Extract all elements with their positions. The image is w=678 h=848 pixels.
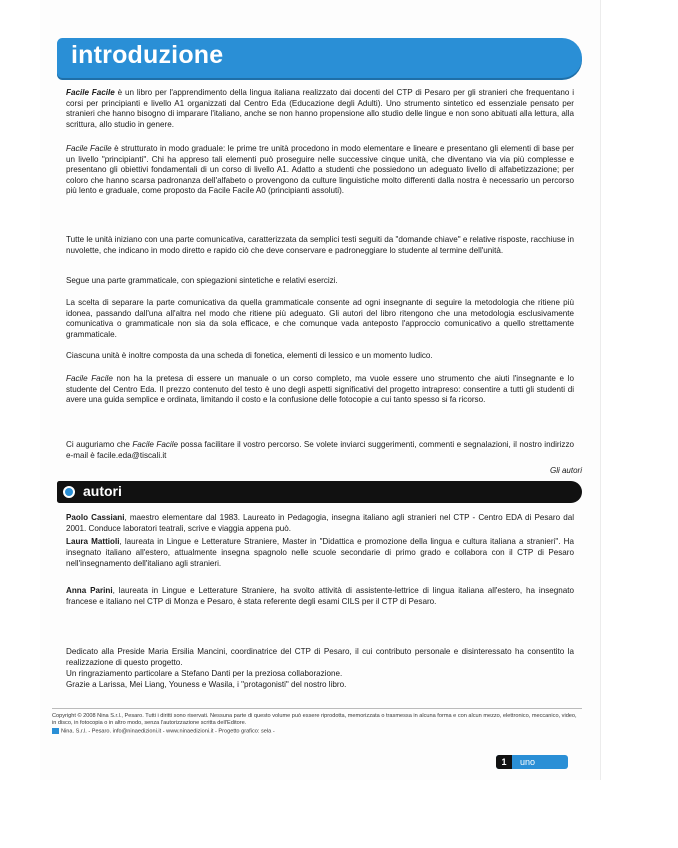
- author-bio-text: , laureata in Lingue e Letterature Straniere, Master in "Didattica e promozione della lingua e cultura italiana a stranieri". Ha insegnato italiano all'estero, attualmente insegna spagnolo nelle scuole secondarie di primo grado e collabora con il CTP di Pesaro nell'insegnamento dell'italiano agli stranieri.: [66, 537, 574, 569]
- intro-paragraph-1: [66, 88, 574, 130]
- author-bio-parini: [66, 585, 574, 607]
- divider: [52, 708, 582, 709]
- author-name: Paolo Cassiani: [66, 513, 125, 522]
- intro-paragraph-3: [66, 235, 574, 256]
- author-bio-text: , maestro elementare dal 1983. Laureato in Pedagogia, insegna italiano agli stranieri nel CTP - Centro EDA di Pesaro dal 2001. Conduce laboratori teatrali, scrive e viaggia appena può.: [66, 513, 575, 534]
- intro-paragraph-5: [66, 298, 574, 340]
- paragraph-text: Tutte le unità iniziano con una parte comunicativa, caratterizzata da semplici testi seguiti da "domande chiave" e relative risposte, racchiuse in nuvolette, che indicano in modo diretto e rapido ciò che deve conservare e padroneggiare lo studente al termine dell'unità.: [66, 235, 574, 255]
- author-name: Laura Mattioli: [66, 537, 120, 546]
- section-title: autori: [83, 483, 122, 499]
- intro-paragraph-6: [66, 351, 574, 362]
- intro-paragraph-4: [66, 276, 574, 287]
- paragraph-text: è strutturato in modo graduale: le prime tre unità procedono in modo elementare e lineare e presentano gli elementi di base per un livello "principianti". Chi ha appreso tali elementi può proseguire nelle successive cinque unità, che diventano via via più complesse e presentano gli obiettivi fondamentali di un corso di livello A1. Adatto a studenti che possiedono un adeguato livello di alfabetizzazione; per coloro che hanno scarsa padronanza dell'alfabeto o provengono da culture linguistiche molto differenti dalla nostra è necessario un percorso più lento e graduale, come proposto da Facile Facile A0 (principianti assoluti).: [66, 144, 574, 196]
- section-header-autori: [57, 481, 582, 503]
- bullet-icon: [63, 486, 75, 498]
- page-number: 1: [496, 755, 512, 769]
- dedication-line: Un ringraziamento particolare a Stefano Danti per la preziosa collaborazione.: [66, 669, 343, 678]
- page-word: uno: [520, 757, 536, 767]
- page-title: introduzione: [71, 41, 224, 69]
- paragraph-text: Ciascuna unità è inoltre composta da una scheda di fonetica, elementi di lessico e un momento ludico.: [66, 351, 433, 360]
- book-title: Facile Facile: [132, 440, 178, 449]
- copyright-footer: [52, 713, 582, 736]
- book-title: Facile Facile: [66, 88, 115, 97]
- intro-paragraph-2: [66, 144, 574, 197]
- intro-paragraph-8: [66, 440, 574, 461]
- intro-paragraph-7: [66, 374, 574, 406]
- section-header-introduzione: [57, 38, 582, 78]
- paragraph-text: Segue una parte grammaticale, con spiegazioni sintetiche e relativi esercizi.: [66, 276, 338, 285]
- book-title: Facile Facile: [66, 144, 112, 153]
- paragraph-text: possa facilitare il vostro percorso. Se volete inviarci suggerimenti, commenti e segnalazioni, il nostro indirizzo e-mail è facile.eda@tiscali.it: [66, 440, 574, 460]
- copyright-text: Copyright © 2008 Nina S.r.l., Pesaro. Tutti i diritti sono riservati. Nessuna parte di questo volume può essere riprodotta, memorizzata o trasmessa in alcuna forma e con alcun mezzo, elettronico, meccanico, video, in disco, in fotocopia o in altro modo, senza l'autorizzazione scritta dell'Editore.: [52, 713, 577, 727]
- paragraph-text: non ha la pretesa di essere un manuale o un corso completo, ma vuole essere uno strumento che aiuti l'insegnante e lo studente del Centro Eda. Il prezzo contenuto del testo è uno degli aspetti significativi del progetto intrapreso: consentire a tutti gli studenti di avere una guida semplice e ordinata, limitando il costo e la confusione delle fotocopie a cui tanto spesso si fa ricorso.: [66, 374, 575, 405]
- signature: Gli autori: [549, 466, 582, 475]
- author-bio-text: , laureata in Lingue e Letterature Straniere, ha svolto attività di assistente-lettrice di lingua italiana all'estero, ha insegnato francese e italiano nel CTP di Monza e Pesaro, è stata referente degli esami CILS per il CTP di Pesaro.: [66, 586, 574, 607]
- author-bio-cassiani: [66, 512, 574, 534]
- dedication-line: Dedicato alla Preside Maria Ersilia Mancini, coordinatrice del CTP di Pesaro, il cui contributo personale e disinteressato ha consentito la realizzazione di questo progetto.: [66, 647, 574, 667]
- paragraph-text: La scelta di separare la parte comunicativa da quella grammaticale consente ad ogni insegnante di seguire la metodologia che ritiene più idonea, passando dall'una all'altra nel modo che ritiene più adeguato. Gli autori del libro ritengono che una metodologia esclusivamente comunicativa o grammaticale non sia da sola efficace, e che comunque vada anteposto l'approccio comunicativo a quello strettamente grammaticale.: [66, 298, 574, 339]
- page-number-tab: [496, 755, 568, 769]
- dedication: [66, 646, 574, 690]
- publisher-text: Nina. S.r.l. - Pesaro. info@ninaedizioni.it - www.ninaedizioni.it - Progetto grafico: sela -: [61, 728, 275, 735]
- author-bio-mattioli: [66, 536, 574, 570]
- author-name: Anna Parini: [66, 586, 113, 595]
- book-title: Facile Facile: [66, 374, 113, 383]
- paragraph-text: Ci auguriamo che: [66, 440, 133, 449]
- paragraph-text: è un libro per l'apprendimento della lingua italiana realizzato dai docenti del CTP di Pesaro per gli stranieri che frequentano i corsi per principianti e livello A1 organizzati dal Centro Eda (Educazione degli Adulti). Uno strumento sintetico ed essenziale pensato per stranieri che hanno bisogno di imparare l'italiano, anche se non hanno propensione allo studio delle lingue e non sono abituati alla lettura, alla scrittura, allo studio in genere.: [66, 88, 575, 129]
- dedication-line: Grazie a Larissa, Mei Liang, Youness e Wasila, i "protagonisti" del nostro libro.: [66, 680, 347, 689]
- publisher-logo-icon: [52, 728, 59, 734]
